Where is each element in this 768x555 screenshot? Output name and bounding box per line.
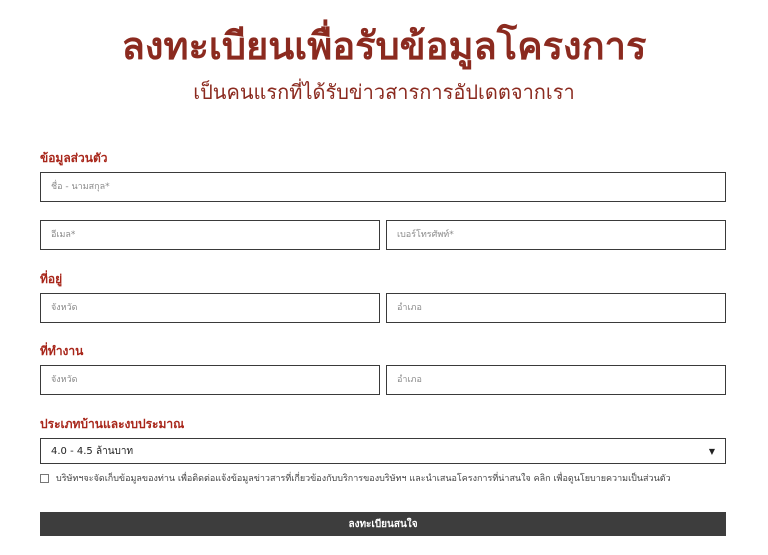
submit-button[interactable]: ลงทะเบียนสนใจ <box>40 512 726 536</box>
name-field[interactable] <box>40 172 726 202</box>
phone-field[interactable] <box>386 220 726 250</box>
chevron-down-icon: ▼ <box>708 446 715 456</box>
workplace-province-field[interactable] <box>40 365 380 395</box>
address-district-field[interactable] <box>386 293 726 323</box>
section-label-address: ที่อยู่ <box>40 272 63 286</box>
section-label-budget: ประเภทบ้านและงบประมาณ <box>40 417 185 431</box>
email-field[interactable] <box>40 220 380 250</box>
consent-text: บริษัทฯจะจัดเก็บข้อมูลของท่าน เพื่อติดต่อแจ้งข้อมูลข่าวสารที่เกี่ยวข้องกับบริการของบริษัทฯ และนำเสนอโครงการที่น่าสนใจ คลิก เพื่อดูนโยบายความเป็นส่วนตัว <box>56 474 671 484</box>
page-title: ลงทะเบียนเพื่อรับข้อมูลโครงการ <box>121 24 647 68</box>
consent-checkbox[interactable] <box>40 474 49 483</box>
consent-row <box>40 471 730 485</box>
budget-select[interactable] <box>40 438 726 464</box>
page-subtitle: เป็นคนแรกที่ได้รับข่าวสารการอัปเดตจากเรา <box>193 80 575 104</box>
section-label-personal: ข้อมูลส่วนตัว <box>40 151 108 165</box>
section-label-workplace: ที่ทำงาน <box>40 344 84 358</box>
budget-select-value: 4.0 - 4.5 ล้านบาท <box>51 445 134 457</box>
address-province-field[interactable] <box>40 293 380 323</box>
workplace-district-field[interactable] <box>386 365 726 395</box>
